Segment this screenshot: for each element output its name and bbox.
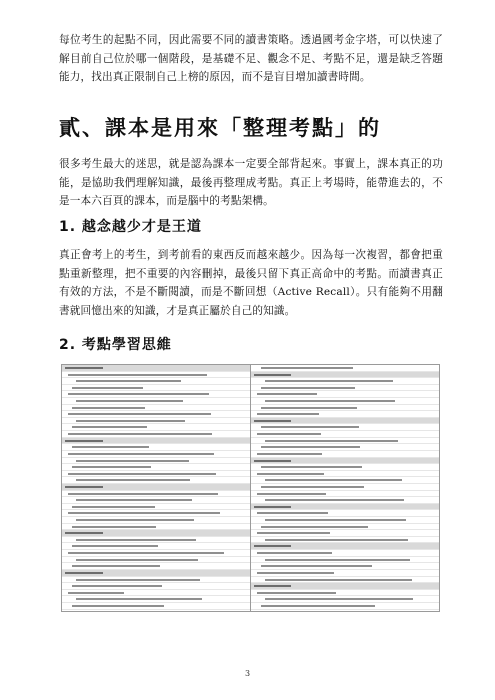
table-row [251, 431, 440, 438]
table-row [62, 577, 250, 584]
subheading-1: 1. 越念越少才是王道 [59, 219, 202, 235]
table-row [62, 378, 250, 385]
table-row-text-placeholder [265, 579, 412, 581]
table-row [62, 418, 250, 425]
table-row [251, 510, 440, 517]
table-section-row [251, 583, 440, 590]
table-row-text-placeholder [76, 420, 185, 422]
table-row-text-placeholder [265, 440, 399, 442]
table-row [62, 491, 250, 498]
table-row-text-placeholder [257, 493, 327, 495]
table-row-text-placeholder [254, 420, 292, 422]
section-heading-2: 貳、課本是用來「整理考點」的 [59, 116, 381, 140]
table-section-row [251, 543, 440, 550]
table-row [62, 385, 250, 392]
table-row [251, 391, 440, 398]
table-row-text-placeholder [76, 559, 198, 561]
exam-topics-table-image [61, 364, 440, 612]
table-row-text-placeholder [68, 374, 207, 376]
table-row [62, 471, 250, 478]
table-row-text-placeholder [68, 433, 212, 435]
table-row-text-placeholder [261, 426, 359, 428]
table-row [62, 398, 250, 405]
table-row [251, 438, 440, 445]
table-row-text-placeholder [261, 486, 365, 488]
table-row [251, 471, 440, 478]
table-row [62, 405, 250, 412]
table-section-row [251, 458, 440, 465]
table-row [62, 458, 250, 465]
table-row-text-placeholder [76, 499, 192, 501]
table-row-text-placeholder [257, 413, 319, 415]
table-row [251, 444, 440, 451]
table-row-text-placeholder [65, 440, 103, 442]
table-row-text-placeholder [265, 479, 403, 481]
table-row-text-placeholder [254, 545, 292, 547]
table-row [62, 583, 250, 590]
table-row [251, 550, 440, 557]
table-row-text-placeholder [265, 539, 408, 541]
table-row-text-placeholder [68, 592, 124, 594]
table-row-text-placeholder [72, 446, 149, 448]
table-row [62, 543, 250, 550]
textbook-paragraph: 很多考生最大的迷思，就是認為課本一定要全部背起來。事實上，課本真正的功能，是協助我們理解知識，最後再整理成考點。真正上考場時，能帶進去的，不是一本六百頁的課本，而是腦中的考點架構。 [59, 158, 443, 207]
table-row-text-placeholder [76, 400, 183, 402]
table-row [251, 603, 440, 610]
table-row [62, 510, 250, 517]
page-number: 3 [244, 669, 251, 678]
table-row-text-placeholder [257, 453, 323, 455]
table-row [62, 537, 250, 544]
table-row [251, 491, 440, 498]
table-row-text-placeholder [254, 374, 292, 376]
table-row [251, 385, 440, 392]
table-row-text-placeholder [65, 572, 103, 574]
table-row [62, 596, 250, 603]
table-row [62, 451, 250, 458]
table-row-text-placeholder [257, 572, 334, 574]
table-row-text-placeholder [257, 552, 332, 554]
table-row-text-placeholder [265, 559, 410, 561]
recall-paragraph: 真正會考上的考生，到考前看的東西反而越來越少。因為每一次複習，都會把重點重新整理，把不重要的內容刪掉，最後只留下真正高命中的考點。而讀書真正有效的方法，不是不斷閱讀，而是不斷回想（Active Recall）。只有能夠不用翻書就回憶出來的知識，才是真正屬於自己的知識。 [59, 249, 443, 317]
table-row-text-placeholder [72, 387, 143, 389]
table-row-text-placeholder [254, 506, 292, 508]
table-row-text-placeholder [76, 460, 189, 462]
table-row [251, 590, 440, 597]
table-row [251, 517, 440, 524]
table-row [251, 405, 440, 412]
table-row [62, 431, 250, 438]
table-row [251, 477, 440, 484]
table-row [62, 372, 250, 379]
table-row [251, 424, 440, 431]
table-section-row [62, 365, 250, 372]
table-right-column [251, 365, 440, 611]
table-row [251, 398, 440, 405]
table-row-text-placeholder [254, 585, 292, 587]
table-row [62, 563, 250, 570]
table-row [62, 550, 250, 557]
table-section-row [62, 438, 250, 445]
table-row-text-placeholder [265, 519, 406, 521]
table-row [251, 570, 440, 577]
table-row [62, 590, 250, 597]
table-row-text-placeholder [68, 552, 224, 554]
table-row-text-placeholder [65, 367, 103, 369]
table-row-text-placeholder [72, 407, 145, 409]
table-row [62, 477, 250, 484]
table-row-text-placeholder [257, 512, 329, 514]
table-row-text-placeholder [68, 393, 209, 395]
table-row-text-placeholder [72, 466, 151, 468]
table-row-text-placeholder [257, 592, 336, 594]
table-row-text-placeholder [257, 532, 331, 534]
table-row-text-placeholder [265, 598, 414, 600]
table-row-text-placeholder [76, 479, 190, 481]
table-row [251, 451, 440, 458]
table-row [251, 378, 440, 385]
table-row-text-placeholder [72, 605, 164, 607]
table-section-row [251, 418, 440, 425]
table-row-text-placeholder [257, 433, 321, 435]
table-row-text-placeholder [76, 539, 196, 541]
table-row-text-placeholder [65, 486, 103, 488]
table-row-text-placeholder [68, 512, 220, 514]
table-row [251, 596, 440, 603]
table-row [251, 537, 440, 544]
table-row [251, 530, 440, 537]
table-row-text-placeholder [261, 605, 376, 607]
table-row-text-placeholder [68, 453, 214, 455]
table-row-text-placeholder [72, 526, 156, 528]
table-row [62, 391, 250, 398]
table-section-row [62, 570, 250, 577]
table-row-text-placeholder [261, 367, 353, 369]
table-row [62, 464, 250, 471]
table-row-text-placeholder [261, 446, 361, 448]
table-row-text-placeholder [261, 387, 355, 389]
table-row [251, 577, 440, 584]
table-row-text-placeholder [265, 499, 404, 501]
table-row-text-placeholder [265, 400, 395, 402]
table-row [62, 497, 250, 504]
table-row-text-placeholder [261, 407, 357, 409]
table-row-text-placeholder [72, 545, 158, 547]
table-row [251, 497, 440, 504]
table-row [251, 464, 440, 471]
table-row [251, 365, 440, 372]
table-row-text-placeholder [72, 506, 155, 508]
table-row-text-placeholder [254, 460, 292, 462]
table-row [62, 411, 250, 418]
table-row-text-placeholder [261, 466, 363, 468]
table-row-text-placeholder [72, 585, 162, 587]
table-row-text-placeholder [257, 393, 317, 395]
table-row-text-placeholder [261, 565, 372, 567]
table-row [62, 557, 250, 564]
table-row [251, 557, 440, 564]
subheading-2: 2. 考點學習思維 [59, 337, 172, 353]
table-section-row [62, 484, 250, 491]
table-section-row [251, 504, 440, 511]
table-row [62, 524, 250, 531]
table-row-text-placeholder [72, 565, 160, 567]
table-row-text-placeholder [76, 519, 194, 521]
table-row [251, 484, 440, 491]
table-section-row [251, 372, 440, 379]
table-row [62, 504, 250, 511]
table-row-text-placeholder [65, 532, 103, 534]
table-row-text-placeholder [76, 598, 202, 600]
table-row [62, 517, 250, 524]
table-row [62, 603, 250, 610]
table-row [251, 563, 440, 570]
table-left-column [62, 365, 251, 611]
table-row-text-placeholder [265, 380, 393, 382]
table-row-text-placeholder [72, 426, 147, 428]
table-row-text-placeholder [261, 526, 368, 528]
table-row [62, 424, 250, 431]
table-row-text-placeholder [68, 473, 216, 475]
table-row-text-placeholder [76, 380, 181, 382]
table-row-text-placeholder [76, 579, 200, 581]
table-row-text-placeholder [68, 493, 218, 495]
table-row [62, 444, 250, 451]
table-section-row [62, 530, 250, 537]
table-row-text-placeholder [68, 413, 211, 415]
table-row-text-placeholder [257, 473, 325, 475]
intro-paragraph: 每位考生的起點不同，因此需要不同的讀書策略。透過國考金字塔，可以快速了解目前自己位於哪一個階段，是基礎不足、觀念不足、考點不足，還是缺乏答題能力，找出真正限制自己上榜的原因，而不是盲目增加讀書時間。 [59, 34, 443, 83]
table-row [251, 524, 440, 531]
table-row [251, 411, 440, 418]
